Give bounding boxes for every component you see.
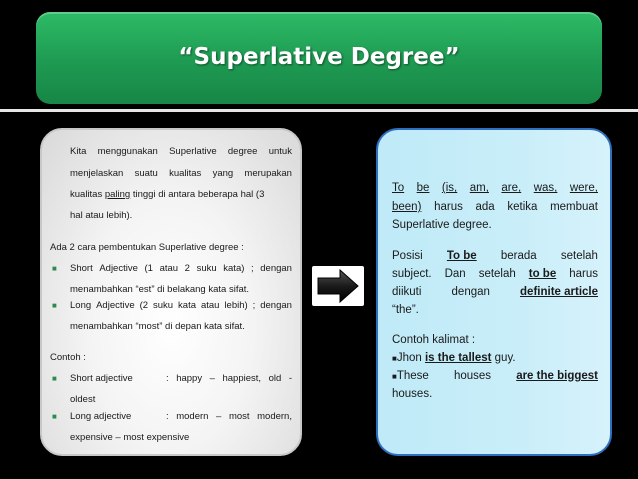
example-2-line-2: expensive – most expensive [70,432,190,443]
example-2-label: Long adjective [70,411,132,422]
rule-line-1: To be (is, am, are, was, were, [392,182,598,194]
way-1-line-1: Short Adjective (1 atau 2 suku kata) ; dengan [70,263,292,274]
example-sentence-2-line-1: ■ These houses are the biggest [392,370,598,382]
way-2-line-1: Long Adjective (2 suku kata atau lebih) ; dengan [70,300,292,311]
intro-line-1: Kita menggunakan Superlative degree untuk [70,146,292,157]
example-1-line-1: : happy – happiest, old - [166,373,292,384]
bullet-icon: ■ [52,301,57,310]
rule-line-3: Superlative degree. [392,219,492,231]
bullet-icon: ■ [392,372,397,381]
example-sentence-2-line-2: houses. [392,388,433,400]
explanation-panel [40,128,302,456]
example-2-line-1: : modern – most modern, [166,411,292,422]
ways-heading: Ada 2 cara pembentukan Superlative degree : [50,242,244,253]
position-line-2: subject. Dan setelah to be harus [392,268,598,280]
bullet-icon: ■ [52,374,57,383]
right-arrow-icon [312,266,364,306]
title-banner [36,12,602,104]
bullet-icon: ■ [52,264,57,273]
divider-line [0,109,638,112]
intro-line-2: menjelaskan suatu kualitas yang merupakan [70,168,292,179]
intro-line-4: hal atau lebih). [70,210,133,221]
bullet-icon: ■ [52,412,57,421]
rules-panel [376,128,612,456]
slide-title: “Superlative Degree” [178,44,460,70]
way-1-line-2: menambahkan “est” di belakang kata sifat. [70,284,250,295]
way-2-line-2: menambahkan “most” di depan kata sifat. [70,321,245,332]
bullet-icon: ■ [392,354,397,363]
example-1-label: Short adjective [70,373,133,384]
example-1-line-2: oldest [70,394,96,405]
example-sentences-heading: Contoh kalimat : [392,334,476,346]
examples-heading: Contoh : [50,352,86,363]
position-line-4: “the”. [392,304,419,316]
example-sentence-1: ■Jhon is the tallest guy. [392,352,516,364]
position-line-3: diikuti dengan definite article [392,286,598,298]
rule-line-2: been) harus ada ketika membuat [392,201,598,213]
position-line-1: Posisi To be berada setelah [392,250,598,262]
intro-line-3: kualitas paling tinggi di antara beberapa hal (3 [70,189,265,200]
